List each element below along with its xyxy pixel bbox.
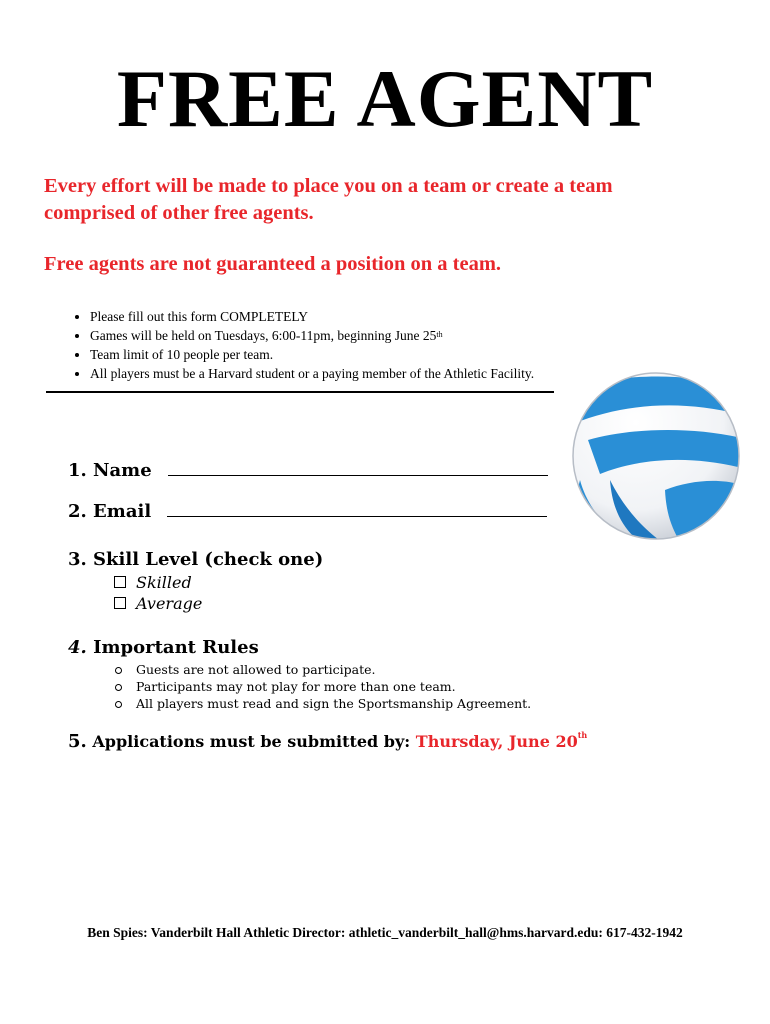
volleyball-icon xyxy=(570,370,742,542)
intro-guarantee-note: Free agents are not guaranteed a position on a team. xyxy=(44,253,502,275)
list-item: • All players must be a Harvard student or a paying member of the Athletic Facility. xyxy=(90,364,610,383)
deadline-line: 5. Applications must be submitted by: Thursday, June 20th xyxy=(68,730,588,752)
list-item: All players must read and sign the Sportsmanship Agreement. xyxy=(136,696,532,711)
checkbox-average[interactable] xyxy=(114,597,126,609)
checkbox-skilled[interactable] xyxy=(114,576,126,588)
email-label: 2. Email xyxy=(68,501,152,522)
rules-heading: 4. Important Rules xyxy=(68,637,259,658)
ordinal-suffix: th xyxy=(436,330,443,339)
rules-list xyxy=(108,661,531,712)
name-field xyxy=(68,459,548,481)
list-item: • Games will be held on Tuesdays, 6:00-11pm, beginning June 25th xyxy=(90,326,610,345)
list-item: • Team limit of 10 people per team. xyxy=(90,345,610,364)
email-input-line[interactable] xyxy=(167,500,547,517)
intro-placement-note: Every effort will be made to place you on a team or create a team comprised of other free agents. xyxy=(44,175,613,224)
list-item: Guests are not allowed to participate. xyxy=(136,661,531,678)
email-field xyxy=(68,500,547,522)
name-input-line[interactable] xyxy=(168,459,548,476)
contact-footer: Ben Spies: Vanderbilt Hall Athletic Director: athletic_vanderbilt_hall@hms.harvard.edu: 617-432-1942 xyxy=(87,925,683,940)
list-item: • Please fill out this form COMPLETELY xyxy=(90,307,610,326)
skill-option-average: Average xyxy=(114,594,202,613)
page-title: FREE AGENT xyxy=(116,53,654,144)
divider xyxy=(46,391,554,393)
name-label: 1. Name xyxy=(68,460,152,481)
skill-level-heading: 3. Skill Level (check one) xyxy=(68,549,324,570)
skill-option-skilled: Skilled xyxy=(114,573,192,592)
deadline-date: Thursday, June 20th xyxy=(415,730,588,751)
info-bullet-list xyxy=(44,307,610,383)
list-item: Participants may not play for more than one team. xyxy=(136,678,531,695)
deadline-label: Applications must be submitted by: xyxy=(92,732,411,751)
